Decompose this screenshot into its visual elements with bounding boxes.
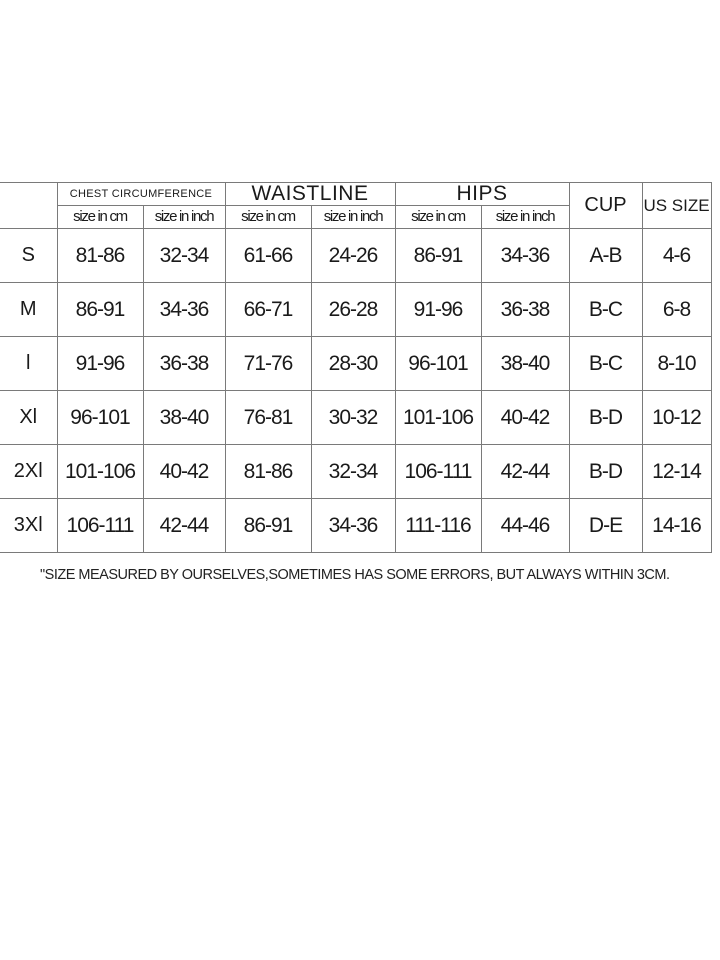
chest-cm: 91-96 [57, 337, 143, 391]
cup: B-C [569, 337, 642, 391]
cup: B-D [569, 391, 642, 445]
waist-cm: 61-66 [225, 229, 311, 283]
waist-cm-header: size in cm [225, 206, 311, 229]
waist-cm: 81-86 [225, 445, 311, 499]
hips-inch: 34-36 [481, 229, 569, 283]
table-row [0, 391, 711, 445]
waist-inch: 26-28 [311, 283, 395, 337]
waist-inch-header: size in inch [311, 206, 395, 229]
chest-cm: 86-91 [57, 283, 143, 337]
table-row [0, 229, 711, 283]
hips-cm: 106-111 [395, 445, 481, 499]
table-row [0, 445, 711, 499]
us-size: 6-8 [642, 283, 711, 337]
hips-inch: 40-42 [481, 391, 569, 445]
us-size: 12-14 [642, 445, 711, 499]
size-label: Xl [0, 391, 57, 445]
us-size: 14-16 [642, 499, 711, 553]
us-size-header: US SIZE [642, 183, 711, 229]
hips-cm: 96-101 [395, 337, 481, 391]
chest-header: CHEST CIRCUMFERENCE [57, 183, 225, 206]
size-chart-table [0, 182, 712, 553]
chest-inch: 34-36 [143, 283, 225, 337]
hips-cm: 111-116 [395, 499, 481, 553]
chest-cm: 96-101 [57, 391, 143, 445]
chest-cm: 106-111 [57, 499, 143, 553]
cup: A-B [569, 229, 642, 283]
chest-cm-header: size in cm [57, 206, 143, 229]
us-size: 10-12 [642, 391, 711, 445]
waist-inch: 24-26 [311, 229, 395, 283]
chest-inch: 42-44 [143, 499, 225, 553]
chest-inch: 40-42 [143, 445, 225, 499]
us-size: 8-10 [642, 337, 711, 391]
size-label: 3Xl [0, 499, 57, 553]
hips-cm-header: size in cm [395, 206, 481, 229]
hips-inch: 42-44 [481, 445, 569, 499]
cup: B-C [569, 283, 642, 337]
chest-inch: 38-40 [143, 391, 225, 445]
waist-cm: 66-71 [225, 283, 311, 337]
table-row [0, 337, 711, 391]
table-row [0, 283, 711, 337]
waist-inch: 32-34 [311, 445, 395, 499]
waist-inch: 34-36 [311, 499, 395, 553]
waist-inch: 30-32 [311, 391, 395, 445]
chest-inch: 36-38 [143, 337, 225, 391]
chest-cm: 101-106 [57, 445, 143, 499]
size-label: l [0, 337, 57, 391]
size-label: 2Xl [0, 445, 57, 499]
waist-cm: 71-76 [225, 337, 311, 391]
waist-cm: 76-81 [225, 391, 311, 445]
table-row [0, 499, 711, 553]
hips-cm: 91-96 [395, 283, 481, 337]
chest-cm: 81-86 [57, 229, 143, 283]
measurement-note: "SIZE MEASURED BY OURSELVES,SOMETIMES HAS SOME ERRORS, BUT ALWAYS WITHIN 3CM. [40, 567, 670, 583]
size-header-blank [0, 183, 57, 229]
waist-cm: 86-91 [225, 499, 311, 553]
cup-header: CUP [569, 183, 642, 229]
hips-inch: 38-40 [481, 337, 569, 391]
hips-inch-header: size in inch [481, 206, 569, 229]
waist-header: WAISTLINE [225, 183, 395, 206]
cup: B-D [569, 445, 642, 499]
chest-inch-header: size in inch [143, 206, 225, 229]
chest-inch: 32-34 [143, 229, 225, 283]
size-label: M [0, 283, 57, 337]
hips-cm: 101-106 [395, 391, 481, 445]
hips-inch: 36-38 [481, 283, 569, 337]
cup: D-E [569, 499, 642, 553]
waist-inch: 28-30 [311, 337, 395, 391]
hips-cm: 86-91 [395, 229, 481, 283]
us-size: 4-6 [642, 229, 711, 283]
hips-header: HIPS [395, 183, 569, 206]
size-label: S [0, 229, 57, 283]
hips-inch: 44-46 [481, 499, 569, 553]
